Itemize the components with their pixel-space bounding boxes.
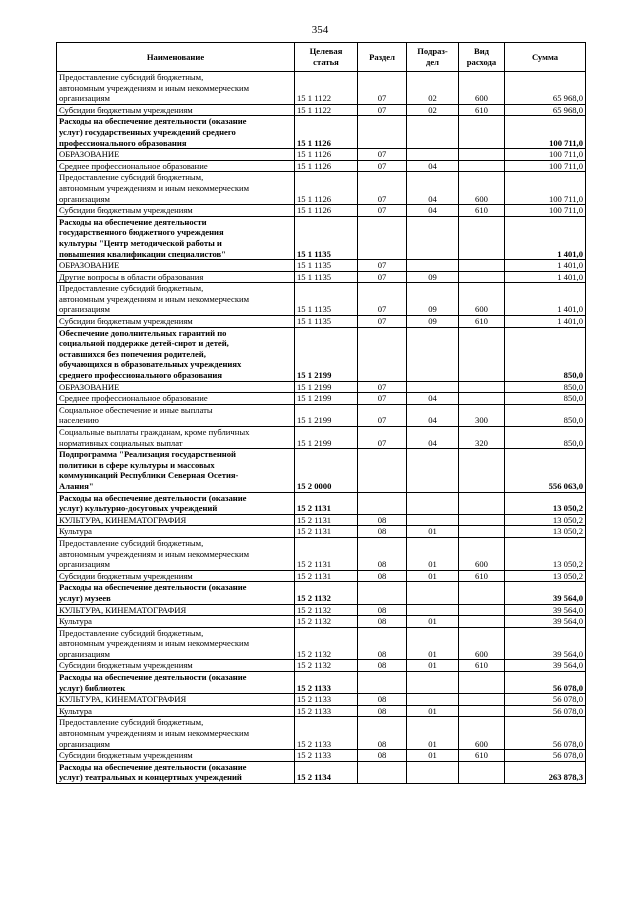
cell-target-article: 15 2 1131 bbox=[295, 492, 358, 514]
table-row bbox=[57, 672, 586, 694]
header-name: Наименование bbox=[57, 43, 295, 72]
cell-expense-kind: 600 bbox=[459, 627, 505, 660]
header-expense-kind: Вид расхода bbox=[459, 43, 505, 72]
cell-section: 08 bbox=[358, 750, 407, 762]
cell-expense-kind: 610 bbox=[459, 750, 505, 762]
table-row bbox=[57, 526, 586, 538]
header-section: Раздел bbox=[358, 43, 407, 72]
cell-name: Предоставление субсидий бюджетным, автономным учреждениям и иным некоммерческим организациям bbox=[57, 537, 295, 570]
table-row bbox=[57, 537, 586, 570]
table-row bbox=[57, 492, 586, 514]
cell-name: Культура bbox=[57, 705, 295, 717]
table-row bbox=[57, 104, 586, 116]
cell-sum: 1 401,0 bbox=[505, 260, 586, 272]
cell-subsection: 01 bbox=[407, 627, 459, 660]
cell-section: 07 bbox=[358, 404, 407, 426]
cell-name: ОБРАЗОВАНИЕ bbox=[57, 381, 295, 393]
cell-sum: 13 050,2 bbox=[505, 570, 586, 582]
cell-name: Расходы на обеспечение деятельности государственного бюджетного учреждения культуры "Центр методической работы и повышения квалификации специалистов" bbox=[57, 216, 295, 259]
table-row bbox=[57, 160, 586, 172]
cell-subsection bbox=[407, 216, 459, 259]
cell-section: 07 bbox=[358, 381, 407, 393]
cell-sum: 1 401,0 bbox=[505, 216, 586, 259]
cell-sum: 263 878,3 bbox=[505, 761, 586, 783]
cell-expense-kind bbox=[459, 604, 505, 616]
cell-target-article: 15 2 1133 bbox=[295, 750, 358, 762]
cell-section bbox=[358, 672, 407, 694]
cell-target-article: 15 2 1132 bbox=[295, 604, 358, 616]
cell-expense-kind bbox=[459, 705, 505, 717]
cell-subsection: 01 bbox=[407, 526, 459, 538]
cell-target-article: 15 1 2199 bbox=[295, 427, 358, 449]
cell-sum: 850,0 bbox=[505, 381, 586, 393]
cell-sum: 39 564,0 bbox=[505, 616, 586, 628]
table-row bbox=[57, 271, 586, 283]
cell-subsection: 04 bbox=[407, 205, 459, 217]
table-row bbox=[57, 705, 586, 717]
cell-section: 07 bbox=[358, 172, 407, 205]
cell-section: 08 bbox=[358, 694, 407, 706]
cell-sum: 39 564,0 bbox=[505, 627, 586, 660]
cell-subsection bbox=[407, 149, 459, 161]
cell-expense-kind bbox=[459, 260, 505, 272]
table-row bbox=[57, 116, 586, 149]
cell-subsection: 01 bbox=[407, 750, 459, 762]
cell-section: 07 bbox=[358, 283, 407, 316]
table-row bbox=[57, 514, 586, 526]
cell-expense-kind bbox=[459, 582, 505, 604]
table-row bbox=[57, 393, 586, 405]
cell-subsection: 01 bbox=[407, 616, 459, 628]
cell-section: 07 bbox=[358, 393, 407, 405]
cell-expense-kind bbox=[459, 761, 505, 783]
cell-section: 07 bbox=[358, 271, 407, 283]
cell-name: Социальные выплаты гражданам, кроме публичных нормативных социальных выплат bbox=[57, 427, 295, 449]
table-row bbox=[57, 616, 586, 628]
cell-name: Социальное обеспечение и иные выплаты населению bbox=[57, 404, 295, 426]
cell-expense-kind bbox=[459, 492, 505, 514]
cell-name: Субсидии бюджетным учреждениям bbox=[57, 660, 295, 672]
cell-sum: 1 401,0 bbox=[505, 316, 586, 328]
cell-subsection bbox=[407, 604, 459, 616]
cell-subsection: 01 bbox=[407, 570, 459, 582]
table-row bbox=[57, 627, 586, 660]
cell-section: 07 bbox=[358, 427, 407, 449]
table-row bbox=[57, 717, 586, 750]
cell-name: Субсидии бюджетным учреждениям bbox=[57, 750, 295, 762]
table-header bbox=[57, 43, 586, 72]
table-row bbox=[57, 172, 586, 205]
cell-name: Предоставление субсидий бюджетным, автономным учреждениям и иным некоммерческим организациям bbox=[57, 627, 295, 660]
cell-name: Предоставление субсидий бюджетным, автономным учреждениям и иным некоммерческим организациям bbox=[57, 172, 295, 205]
cell-section: 08 bbox=[358, 717, 407, 750]
cell-expense-kind bbox=[459, 216, 505, 259]
cell-subsection bbox=[407, 514, 459, 526]
cell-sum: 56 078,0 bbox=[505, 717, 586, 750]
cell-subsection: 09 bbox=[407, 283, 459, 316]
cell-subsection: 04 bbox=[407, 427, 459, 449]
cell-expense-kind bbox=[459, 116, 505, 149]
cell-section: 08 bbox=[358, 570, 407, 582]
cell-subsection: 02 bbox=[407, 104, 459, 116]
cell-target-article: 15 2 1132 bbox=[295, 660, 358, 672]
table-row bbox=[57, 694, 586, 706]
cell-target-article: 15 2 1133 bbox=[295, 705, 358, 717]
cell-sum: 39 564,0 bbox=[505, 604, 586, 616]
cell-target-article: 15 1 1135 bbox=[295, 271, 358, 283]
cell-expense-kind: 320 bbox=[459, 427, 505, 449]
cell-section bbox=[358, 327, 407, 381]
cell-name: Расходы на обеспечение деятельности (оказание услуг) библиотек bbox=[57, 672, 295, 694]
cell-sum: 65 968,0 bbox=[505, 72, 586, 105]
cell-expense-kind bbox=[459, 327, 505, 381]
cell-subsection: 04 bbox=[407, 172, 459, 205]
cell-sum: 56 078,0 bbox=[505, 672, 586, 694]
cell-target-article: 15 2 1134 bbox=[295, 761, 358, 783]
cell-expense-kind bbox=[459, 526, 505, 538]
cell-subsection bbox=[407, 694, 459, 706]
cell-target-article: 15 1 1126 bbox=[295, 160, 358, 172]
cell-expense-kind: 610 bbox=[459, 660, 505, 672]
cell-expense-kind: 600 bbox=[459, 172, 505, 205]
cell-sum: 850,0 bbox=[505, 327, 586, 381]
cell-target-article: 15 1 1126 bbox=[295, 116, 358, 149]
cell-target-article: 15 1 2199 bbox=[295, 393, 358, 405]
cell-target-article: 15 2 1131 bbox=[295, 537, 358, 570]
cell-subsection: 01 bbox=[407, 537, 459, 570]
table-row bbox=[57, 283, 586, 316]
cell-subsection bbox=[407, 381, 459, 393]
cell-expense-kind: 610 bbox=[459, 316, 505, 328]
cell-subsection bbox=[407, 116, 459, 149]
cell-name: КУЛЬТУРА, КИНЕМАТОГРАФИЯ bbox=[57, 604, 295, 616]
cell-expense-kind: 600 bbox=[459, 537, 505, 570]
cell-subsection: 09 bbox=[407, 316, 459, 328]
cell-target-article: 15 1 1135 bbox=[295, 283, 358, 316]
cell-name: Расходы на обеспечение деятельности (оказание услуг) культурно-досуговых учреждений bbox=[57, 492, 295, 514]
cell-target-article: 15 2 1133 bbox=[295, 672, 358, 694]
cell-sum: 13 050,2 bbox=[505, 526, 586, 538]
cell-expense-kind: 610 bbox=[459, 205, 505, 217]
cell-expense-kind bbox=[459, 616, 505, 628]
cell-expense-kind: 600 bbox=[459, 283, 505, 316]
cell-sum: 56 078,0 bbox=[505, 705, 586, 717]
cell-target-article: 15 2 1131 bbox=[295, 570, 358, 582]
table-row bbox=[57, 216, 586, 259]
cell-sum: 13 050,2 bbox=[505, 537, 586, 570]
table-row bbox=[57, 750, 586, 762]
cell-subsection bbox=[407, 672, 459, 694]
cell-expense-kind bbox=[459, 381, 505, 393]
cell-expense-kind: 600 bbox=[459, 717, 505, 750]
cell-name: Предоставление субсидий бюджетным, автономным учреждениям и иным некоммерческим организациям bbox=[57, 283, 295, 316]
cell-subsection: 01 bbox=[407, 717, 459, 750]
cell-sum: 100 711,0 bbox=[505, 160, 586, 172]
cell-sum: 39 564,0 bbox=[505, 582, 586, 604]
cell-section bbox=[358, 492, 407, 514]
cell-section bbox=[358, 582, 407, 604]
cell-sum: 65 968,0 bbox=[505, 104, 586, 116]
cell-sum: 1 401,0 bbox=[505, 271, 586, 283]
cell-expense-kind: 600 bbox=[459, 72, 505, 105]
cell-expense-kind bbox=[459, 149, 505, 161]
cell-section: 08 bbox=[358, 705, 407, 717]
cell-sum: 1 401,0 bbox=[505, 283, 586, 316]
table-row bbox=[57, 570, 586, 582]
cell-target-article: 15 2 1131 bbox=[295, 526, 358, 538]
cell-name: Субсидии бюджетным учреждениям bbox=[57, 570, 295, 582]
table-row bbox=[57, 149, 586, 161]
cell-name: Подпрограмма "Реализация государственной политики в сфере культуры и массовых коммуникаций Республики Северная Осетия- Алания" bbox=[57, 449, 295, 492]
cell-expense-kind bbox=[459, 271, 505, 283]
cell-name: Среднее профессиональное образование bbox=[57, 393, 295, 405]
cell-target-article: 15 1 2199 bbox=[295, 381, 358, 393]
cell-section: 08 bbox=[358, 616, 407, 628]
cell-name: Культура bbox=[57, 526, 295, 538]
cell-expense-kind bbox=[459, 449, 505, 492]
cell-subsection: 04 bbox=[407, 404, 459, 426]
cell-subsection bbox=[407, 449, 459, 492]
cell-subsection bbox=[407, 260, 459, 272]
header-target-article: Целевая статья bbox=[295, 43, 358, 72]
header-row bbox=[57, 43, 586, 72]
cell-sum: 100 711,0 bbox=[505, 172, 586, 205]
cell-target-article: 15 1 1126 bbox=[295, 205, 358, 217]
table-row bbox=[57, 72, 586, 105]
cell-section: 07 bbox=[358, 160, 407, 172]
table-row bbox=[57, 604, 586, 616]
cell-target-article: 15 1 1122 bbox=[295, 104, 358, 116]
cell-sum: 100 711,0 bbox=[505, 149, 586, 161]
header-sum: Сумма bbox=[505, 43, 586, 72]
cell-section: 07 bbox=[358, 260, 407, 272]
cell-expense-kind: 610 bbox=[459, 104, 505, 116]
table-row bbox=[57, 327, 586, 381]
cell-target-article: 15 2 1133 bbox=[295, 717, 358, 750]
cell-sum: 13 050,2 bbox=[505, 492, 586, 514]
table-row bbox=[57, 381, 586, 393]
cell-target-article: 15 2 1132 bbox=[295, 616, 358, 628]
cell-section: 08 bbox=[358, 604, 407, 616]
cell-section: 08 bbox=[358, 627, 407, 660]
cell-section bbox=[358, 449, 407, 492]
cell-section: 07 bbox=[358, 149, 407, 161]
page-number: 354 bbox=[311, 24, 329, 36]
table-row bbox=[57, 449, 586, 492]
cell-subsection: 04 bbox=[407, 393, 459, 405]
cell-section: 08 bbox=[358, 514, 407, 526]
cell-section: 07 bbox=[358, 104, 407, 116]
cell-section: 08 bbox=[358, 660, 407, 672]
cell-subsection: 01 bbox=[407, 705, 459, 717]
cell-sum: 100 711,0 bbox=[505, 205, 586, 217]
table-row bbox=[57, 660, 586, 672]
cell-name: Субсидии бюджетным учреждениям bbox=[57, 104, 295, 116]
cell-name: Субсидии бюджетным учреждениям bbox=[57, 205, 295, 217]
cell-name: Расходы на обеспечение деятельности (оказание услуг) музеев bbox=[57, 582, 295, 604]
cell-subsection bbox=[407, 492, 459, 514]
table-row bbox=[57, 205, 586, 217]
table-row bbox=[57, 582, 586, 604]
table-row bbox=[57, 316, 586, 328]
cell-sum: 56 078,0 bbox=[505, 694, 586, 706]
table-row bbox=[57, 427, 586, 449]
cell-subsection: 04 bbox=[407, 160, 459, 172]
cell-name: ОБРАЗОВАНИЕ bbox=[57, 149, 295, 161]
table-row bbox=[57, 404, 586, 426]
cell-name: КУЛЬТУРА, КИНЕМАТОГРАФИЯ bbox=[57, 514, 295, 526]
cell-section bbox=[358, 761, 407, 783]
cell-target-article: 15 2 1132 bbox=[295, 582, 358, 604]
cell-expense-kind bbox=[459, 672, 505, 694]
cell-section: 07 bbox=[358, 316, 407, 328]
cell-name: Предоставление субсидий бюджетным, автономным учреждениям и иным некоммерческим организациям bbox=[57, 717, 295, 750]
cell-expense-kind bbox=[459, 694, 505, 706]
cell-target-article: 15 2 1131 bbox=[295, 514, 358, 526]
header-subsection: Подраз- дел bbox=[407, 43, 459, 72]
cell-expense-kind bbox=[459, 514, 505, 526]
cell-sum: 556 063,0 bbox=[505, 449, 586, 492]
cell-subsection bbox=[407, 327, 459, 381]
cell-section: 08 bbox=[358, 526, 407, 538]
cell-name: ОБРАЗОВАНИЕ bbox=[57, 260, 295, 272]
budget-table bbox=[56, 42, 586, 784]
cell-target-article: 15 2 0000 bbox=[295, 449, 358, 492]
cell-section: 08 bbox=[358, 537, 407, 570]
cell-target-article: 15 1 2199 bbox=[295, 327, 358, 381]
cell-subsection bbox=[407, 761, 459, 783]
cell-name: Предоставление субсидий бюджетным, автономным учреждениям и иным некоммерческим организациям bbox=[57, 72, 295, 105]
cell-expense-kind: 300 bbox=[459, 404, 505, 426]
cell-name: Обеспечение дополнительных гарантий по социальной поддержке детей-сирот и детей, оставшихся без попечения родителей, обучающихся в образовательных учреждениях среднего профессионального образования bbox=[57, 327, 295, 381]
cell-sum: 850,0 bbox=[505, 393, 586, 405]
cell-subsection: 01 bbox=[407, 660, 459, 672]
cell-section bbox=[358, 116, 407, 149]
cell-subsection: 02 bbox=[407, 72, 459, 105]
cell-sum: 39 564,0 bbox=[505, 660, 586, 672]
cell-expense-kind bbox=[459, 393, 505, 405]
cell-subsection bbox=[407, 582, 459, 604]
cell-target-article: 15 1 1135 bbox=[295, 316, 358, 328]
cell-sum: 13 050,2 bbox=[505, 514, 586, 526]
cell-expense-kind bbox=[459, 160, 505, 172]
cell-target-article: 15 1 1122 bbox=[295, 72, 358, 105]
cell-section: 07 bbox=[358, 72, 407, 105]
cell-sum: 850,0 bbox=[505, 427, 586, 449]
cell-target-article: 15 1 1135 bbox=[295, 216, 358, 259]
table-row bbox=[57, 260, 586, 272]
cell-name: Другие вопросы в области образования bbox=[57, 271, 295, 283]
cell-target-article: 15 1 2199 bbox=[295, 404, 358, 426]
cell-section bbox=[358, 216, 407, 259]
table-body bbox=[57, 72, 586, 784]
cell-target-article: 15 2 1133 bbox=[295, 694, 358, 706]
cell-name: Культура bbox=[57, 616, 295, 628]
cell-target-article: 15 1 1126 bbox=[295, 149, 358, 161]
cell-target-article: 15 2 1132 bbox=[295, 627, 358, 660]
cell-name: КУЛЬТУРА, КИНЕМАТОГРАФИЯ bbox=[57, 694, 295, 706]
cell-name: Расходы на обеспечение деятельности (оказание услуг) театральных и концертных учреждений bbox=[57, 761, 295, 783]
cell-name: Субсидии бюджетным учреждениям bbox=[57, 316, 295, 328]
cell-sum: 850,0 bbox=[505, 404, 586, 426]
cell-sum: 56 078,0 bbox=[505, 750, 586, 762]
cell-name: Среднее профессиональное образование bbox=[57, 160, 295, 172]
cell-name: Расходы на обеспечение деятельности (оказание услуг) государственных учреждений среднего профессионального образования bbox=[57, 116, 295, 149]
cell-section: 07 bbox=[358, 205, 407, 217]
cell-sum: 100 711,0 bbox=[505, 116, 586, 149]
cell-target-article: 15 1 1126 bbox=[295, 172, 358, 205]
cell-expense-kind: 610 bbox=[459, 570, 505, 582]
table-row bbox=[57, 761, 586, 783]
cell-target-article: 15 1 1135 bbox=[295, 260, 358, 272]
cell-subsection: 09 bbox=[407, 271, 459, 283]
